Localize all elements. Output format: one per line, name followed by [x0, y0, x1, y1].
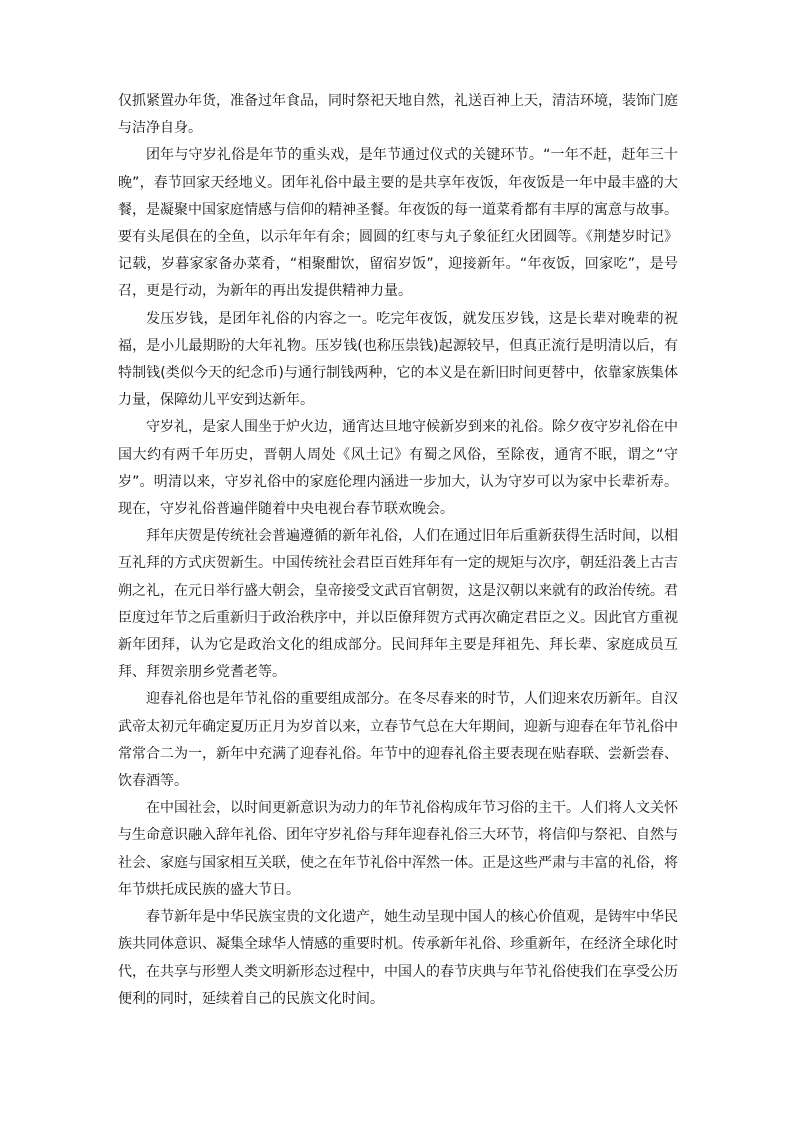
paragraph-yasuiqian: 发压岁钱，是团年礼俗的内容之一。吃完年夜饭，就发压岁钱，这是长辈对晚辈的祝福，是小儿最期盼的大年礼物。压岁钱(也称压祟钱)起源较早，但真正流行是明清以后，有特制钱(类似今天的纪念币)与通行制钱两种，它的本义是在新旧时间更替中，依靠家族集体力量，保障幼儿平安到达新年。: [118, 310, 678, 409]
paragraph-tuannian-shousui: 团年与守岁礼俗是年节的重头戏，是年节通过仪式的关键环节。“一年不赶，赶年三十晚”，春节回家天经地义。团年礼俗中最主要的是共享年夜饭，年夜饭是一年中最丰盛的大餐，是凝聚中国家庭情感与信仰的精神圣餐。年夜饭的每一道菜肴都有丰厚的寓意与故事。要有头尾俱在的全鱼，以示年年有余；圆圆的红枣与丸子象征红火团圆等。《荆楚岁时记》记载，岁暮家家备办菜肴，“相聚酣饮，留宿岁饭”，迎接新年。“年夜饭，回家吃”，是号召，更是行动，为新年的再出发提供精神力量。: [118, 147, 678, 300]
paragraph-continuation: 仅抓紧置办年货，准备过年食品，同时祭祀天地自然，礼送百神上天，清洁环境，装饰门庭与洁净自身。: [118, 93, 678, 137]
paragraph-shousui-li: 守岁礼，是家人围坐于炉火边，通宵达旦地守候新岁到来的礼俗。除夕夜守岁礼俗在中国大约有两千年历史，晋朝人周处《风土记》有蜀之风俗，至除夜，通宵不眠，谓之“守岁”。明清以来，守岁礼俗中的家庭伦理内涵进一步加大，认为守岁可以为家中长辈祈寿。现在，守岁礼俗普遍伴随着中央电视台春节联欢晚会。: [118, 419, 678, 518]
paragraph-bainian: 拜年庆贺是传统社会普遍遵循的新年礼俗，人们在通过旧年后重新获得生活时间，以相互礼拜的方式庆贺新生。中国传统社会君臣百姓拜年有一定的规矩与次序，朝廷沿袭上古吉朔之礼，在元日举行盛大朝会，皇帝接受文武百官朝贺，这是汉朝以来就有的政治传统。君臣度过年节之后重新归于政治秩序中，并以臣僚拜贺方式再次确定君臣之义。因此官方重视新年团拜，认为它是政治文化的组成部分。民间拜年主要是拜祖先、拜长辈、家庭成员互拜、拜贺亲朋乡党耆老等。: [118, 528, 678, 681]
document-body: [118, 88, 678, 1013]
paragraph-chunjie-yichan: 春节新年是中华民族宝贵的文化遗产，她生动呈现中国人的核心价值观，是铸牢中华民族共同体意识、凝集全球华人情感的重要时机。传承新年礼俗、珍重新年，在经济全球化时代，在共享与形塑人类文明新形态过程中，中国人的春节庆典与年节礼俗使我们在享受公历便利的同时，延续着自己的民族文化时间。: [118, 909, 678, 1007]
paragraph-nianjie-lisu: 在中国社会，以时间更新意识为动力的年节礼俗构成年节习俗的主干。人们将人文关怀与生命意识融入辞年礼俗、团年守岁礼俗与拜年迎春礼俗三大环节，将信仰与祭祀、自然与社会、家庭与国家相互关联，使之在年节礼俗中浑然一体。正是这些严肃与丰富的礼俗，将年节烘托成民族的盛大节日。: [118, 800, 678, 898]
paragraph-yingchun: 迎春礼俗也是年节礼俗的重要组成部分。在冬尽春来的时节，人们迎来农历新年。自汉武帝太初元年确定夏历正月为岁首以来，立春节气总在大年期间，迎新与迎春在年节礼俗中常常合二为一，新年中充满了迎春礼俗。年节中的迎春礼俗主要表现在贴春联、尝新尝春、饮春酒等。: [118, 691, 678, 790]
